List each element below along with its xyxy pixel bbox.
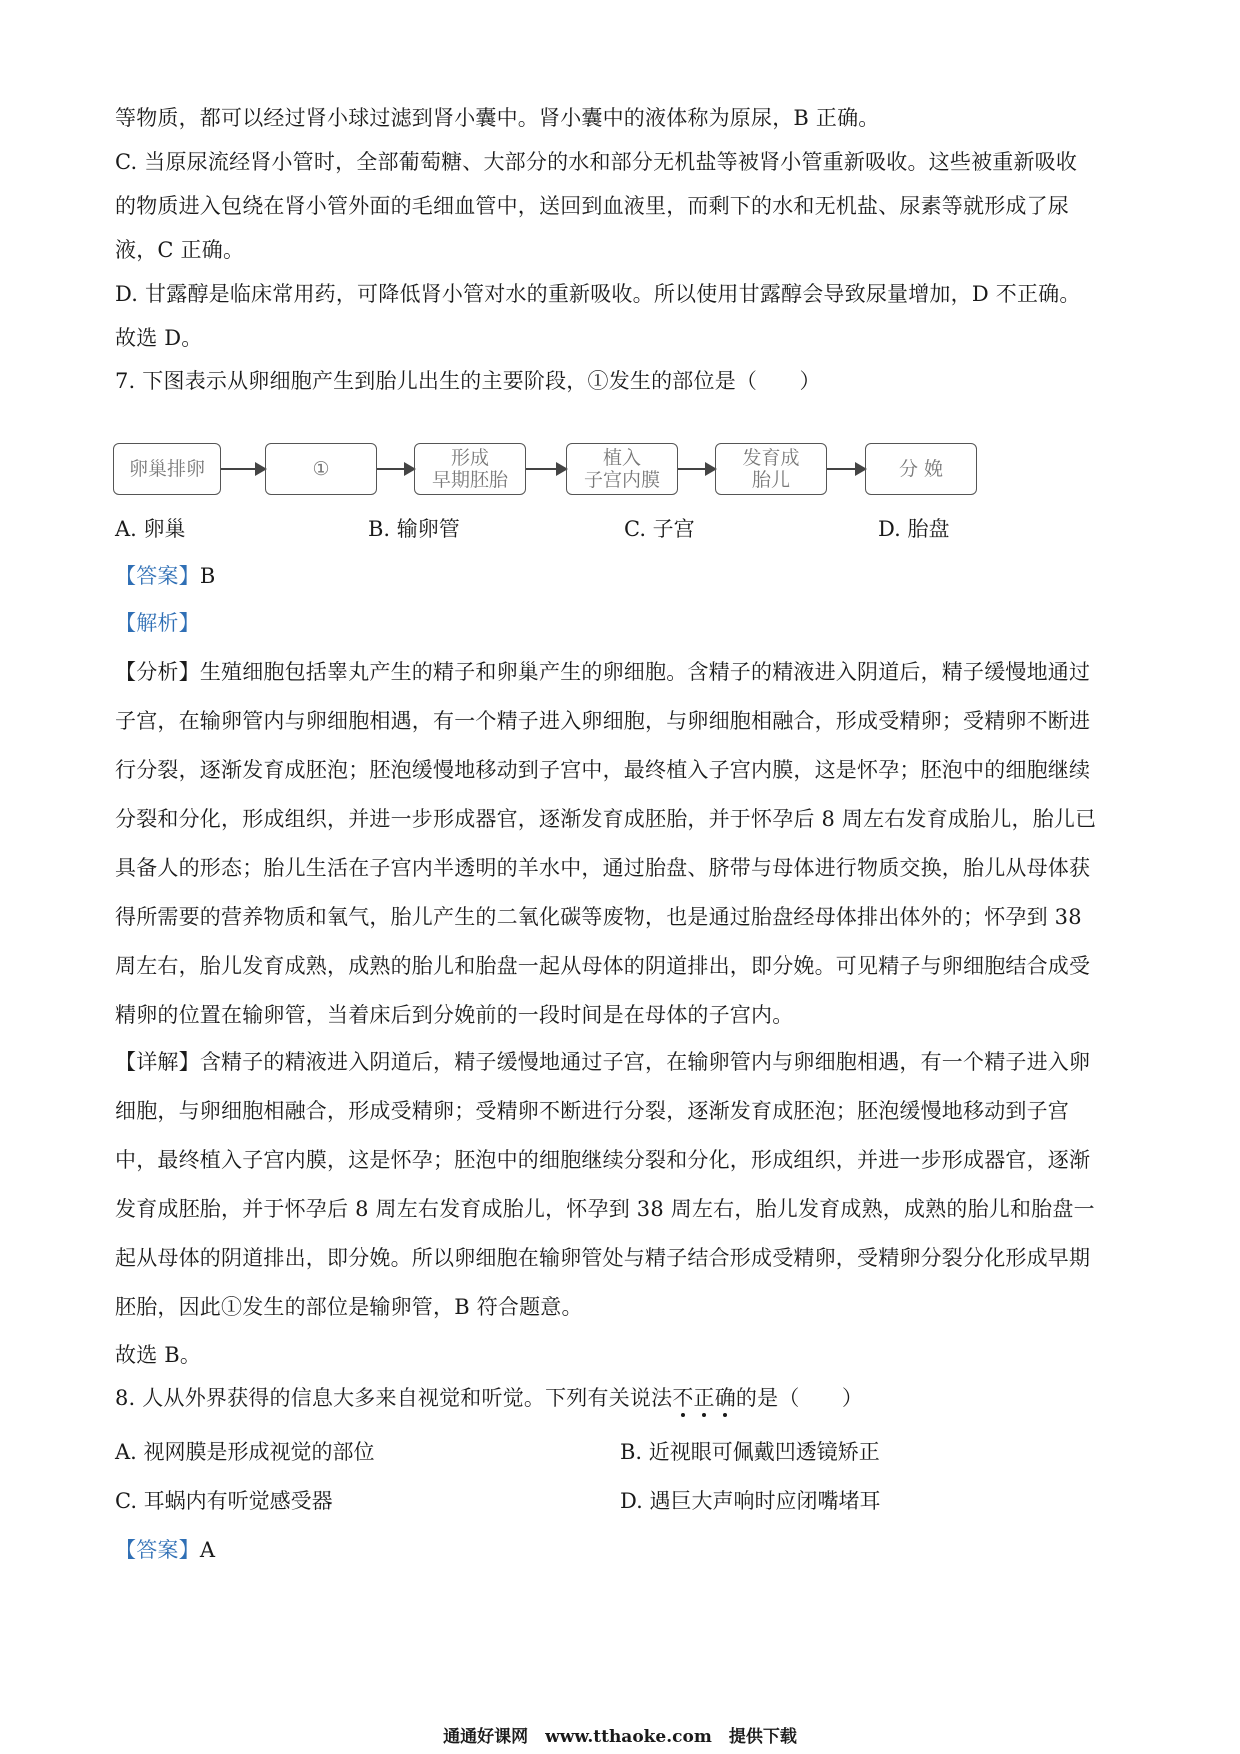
question-7-stem: 7. 下图表示从卵细胞产生到胎儿出生的主要阶段，①发生的部位是（ ） bbox=[115, 369, 821, 393]
arrow-icon bbox=[221, 468, 265, 470]
flow-step-early-embryo bbox=[414, 443, 526, 495]
question-7-option-d: D. 胎盘 bbox=[878, 517, 950, 541]
text-line: 的物质进入包绕在肾小管外面的毛细血管中，送回到血液里，而剩下的水和无机盐、尿素等就形成了尿 bbox=[115, 194, 1069, 218]
fenxi-line: 得所需要的营养物质和氧气，胎儿产生的二氧化碳等废物，也是通过胎盘经母体排出体外的；怀孕到 38 bbox=[115, 905, 1082, 929]
xiangjie-line bbox=[115, 1047, 1130, 1077]
conclusion-line: 故选 B。 bbox=[115, 1343, 202, 1367]
fenxi-line bbox=[115, 657, 1130, 687]
analysis-label: 【解析】 bbox=[115, 611, 200, 635]
flow-step-ovulation bbox=[113, 443, 221, 495]
flow-step-text: 子宫内膜 bbox=[583, 469, 660, 491]
text-line: 等物质，都可以经过肾小球过滤到肾小囊中。肾小囊中的液体称为原尿，B 正确。 bbox=[115, 106, 880, 130]
xiangjie-line: 发育成胚胎，并于怀孕后 8 周左右发育成胎儿，怀孕到 38 周左右，胎儿发育成熟，成熟的胎儿和胎盘一 bbox=[115, 1197, 1095, 1221]
question-8-option-c: C. 耳蜗内有听觉感受器 bbox=[115, 1489, 333, 1513]
fenxi-line: 子宫，在输卵管内与卵细胞相遇，有一个精子进入卵细胞，与卵细胞相融合，形成受精卵；受精卵不断进 bbox=[115, 709, 1091, 733]
flow-step-implantation bbox=[566, 443, 678, 495]
question-7-option-b: B. 输卵管 bbox=[368, 517, 460, 541]
xiangjie-line: 细胞，与卵细胞相融合，形成受精卵；受精卵不断进行分裂，逐渐发育成胚泡；胚泡缓慢地移动到子宫 bbox=[115, 1099, 1069, 1123]
fenxi-line: 精卵的位置在输卵管，当着床后到分娩前的一段时间是在母体的子宫内。 bbox=[115, 1003, 794, 1027]
answer-label: 【答案】 bbox=[115, 564, 200, 588]
question-8-option-b: B. 近视眼可佩戴凹透镜矫正 bbox=[620, 1440, 880, 1464]
fenxi-line: 分裂和分化，形成组织，并进一步形成器官，逐渐发育成胚胎，并于怀孕后 8 周左右发育成胎儿，胎儿已 bbox=[115, 807, 1097, 831]
flow-step-fetus bbox=[715, 443, 827, 495]
analysis-heading bbox=[115, 608, 1130, 638]
arrow-icon bbox=[678, 468, 715, 470]
flow-step-text: 分 娩 bbox=[898, 458, 944, 480]
fenxi-line: 周左右，胎儿发育成熟，成熟的胎儿和胎盘一起从母体的阴道排出，即分娩。可见精子与卵细胞结合成受 bbox=[115, 954, 1091, 978]
flow-step-delivery bbox=[865, 443, 977, 495]
question-7-option-c: C. 子宫 bbox=[624, 517, 695, 541]
flow-step-text: 植入 bbox=[602, 447, 641, 469]
flow-step-text: 发育成 bbox=[742, 447, 800, 469]
xiangjie-label: 【详解】 bbox=[115, 1050, 200, 1074]
question-8-answer bbox=[115, 1535, 1130, 1565]
xiangjie-line: 胚胎，因此①发生的部位是输卵管，B 符合题意。 bbox=[115, 1295, 583, 1319]
text-line: 液，C 正确。 bbox=[115, 238, 245, 262]
arrow-icon bbox=[526, 468, 566, 470]
arrow-icon bbox=[827, 468, 865, 470]
answer-value: B bbox=[199, 564, 216, 588]
question-7-option-a: A. 卵巢 bbox=[115, 517, 186, 541]
flow-step-text: 胎儿 bbox=[751, 469, 790, 491]
flow-step-text: 卵巢排卵 bbox=[128, 458, 205, 480]
flow-step-text: 早期胚胎 bbox=[431, 469, 508, 491]
xiangjie-line: 起从母体的阴道排出，即分娩。所以卵细胞在输卵管处与精子结合形成受精卵，受精卵分裂分化形成早期 bbox=[115, 1246, 1091, 1270]
question-8-option-d: D. 遇巨大声响时应闭嘴堵耳 bbox=[620, 1489, 881, 1513]
fenxi-line: 具备人的形态；胎儿生活在子宫内半透明的羊水中，通过胎盘、脐带与母体进行物质交换，胎儿从母体获 bbox=[115, 856, 1091, 880]
emphasis-char: 确 bbox=[714, 1386, 736, 1410]
fenxi-text: 生殖细胞包括睾丸产生的精子和卵巢产生的卵细胞。含精子的精液进入阴道后，精子缓慢地通过 bbox=[199, 660, 1091, 684]
stem-text: 的是（ ） bbox=[735, 1386, 864, 1410]
flow-step-1 bbox=[265, 443, 377, 495]
text-line: C. 当原尿流经肾小管时，全部葡萄糖、大部分的水和部分无机盐等被肾小管重新吸收。这些被重新吸收 bbox=[115, 150, 1078, 174]
text-line: D. 甘露醇是临床常用药，可降低肾小管对水的重新吸收。所以使用甘露醇会导致尿量增加，D 不正确。 bbox=[115, 282, 1081, 306]
fenxi-line: 行分裂，逐渐发育成胚泡；胚泡缓慢地移动到子宫中，最终植入子宫内膜，这是怀孕；胚泡中的细胞继续 bbox=[115, 758, 1091, 782]
arrow-icon bbox=[377, 468, 414, 470]
xiangjie-text: 含精子的精液进入阴道后，精子缓慢地通过子宫，在输卵管内与卵细胞相遇，有一个精子进入卵 bbox=[199, 1050, 1091, 1074]
question-7-answer bbox=[115, 561, 1130, 591]
question-8-option-a: A. 视网膜是形成视觉的部位 bbox=[115, 1440, 375, 1464]
emphasis-char: 不 bbox=[672, 1386, 694, 1410]
flow-step-text: ① bbox=[312, 458, 330, 480]
answer-label: 【答案】 bbox=[115, 1538, 200, 1562]
text-line: 故选 D。 bbox=[115, 326, 203, 350]
answer-value: A bbox=[199, 1538, 216, 1562]
page-footer: 通通好课网 www.tthaoke.com 提供下载 bbox=[443, 1727, 797, 1747]
emphasis-char: 正 bbox=[693, 1386, 715, 1410]
xiangjie-line: 中，最终植入子宫内膜，这是怀孕；胚泡中的细胞继续分裂和分化，形成组织，并进一步形成器官，逐渐 bbox=[115, 1148, 1091, 1172]
stem-text: 8. 人从外界获得的信息大多来自视觉和听觉。下列有关说法 bbox=[115, 1386, 673, 1410]
fenxi-label: 【分析】 bbox=[115, 660, 200, 684]
question-8-stem bbox=[115, 1383, 1130, 1413]
flow-step-text: 形成 bbox=[450, 447, 489, 469]
